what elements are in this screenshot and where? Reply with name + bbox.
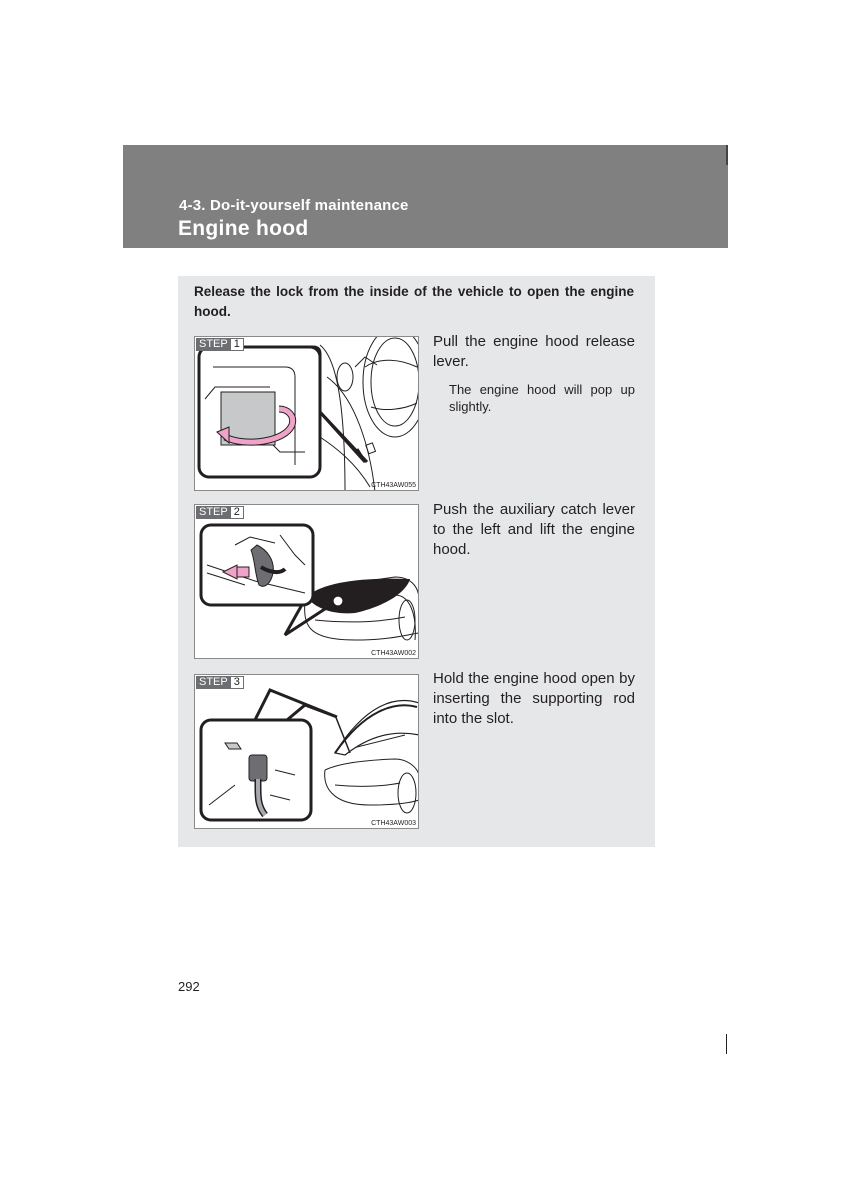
figure-code: CTH43AW002 (371, 650, 416, 657)
auxiliary-catch-drawing (195, 505, 419, 659)
step-label: STEP (196, 338, 231, 351)
step-3-text: Hold the engine hood open by inserting the supporting rod into the slot. (433, 670, 635, 727)
step-3-illustration (194, 674, 419, 829)
support-rod-drawing (195, 675, 419, 829)
step-2-illustration (194, 504, 419, 659)
step-number: 2 (231, 506, 244, 519)
margin-tick-mark (726, 1034, 727, 1054)
intro-text: Release the lock from the inside of the vehicle to open the engine hood. (194, 284, 634, 319)
hood-release-lever-drawing (195, 337, 419, 491)
header-band (123, 145, 728, 248)
content-panel (178, 276, 655, 847)
step-number: 3 (231, 676, 244, 689)
step-label: STEP (196, 676, 231, 689)
figure-code: CTH43AW055 (371, 482, 416, 489)
page-number: 292 (178, 979, 200, 994)
header-tick-mark (726, 145, 728, 165)
step-number: 1 (231, 338, 244, 351)
step-3-badge (196, 676, 244, 689)
step-1-illustration (194, 336, 419, 491)
step-2-text: Push the auxiliary catch lever to the left and lift the engine hood. (433, 501, 635, 558)
page-title: Engine hood (178, 217, 309, 240)
step-1-text: Pull the engine hood release lever. (433, 333, 635, 370)
step-1-note: The engine hood will pop up slightly. (449, 382, 635, 414)
section-heading: 4-3. Do-it-yourself maintenance (179, 197, 409, 214)
step-2-badge (196, 506, 244, 519)
step-label: STEP (196, 506, 231, 519)
figure-code: CTH43AW003 (371, 820, 416, 827)
step-1-badge (196, 338, 244, 351)
